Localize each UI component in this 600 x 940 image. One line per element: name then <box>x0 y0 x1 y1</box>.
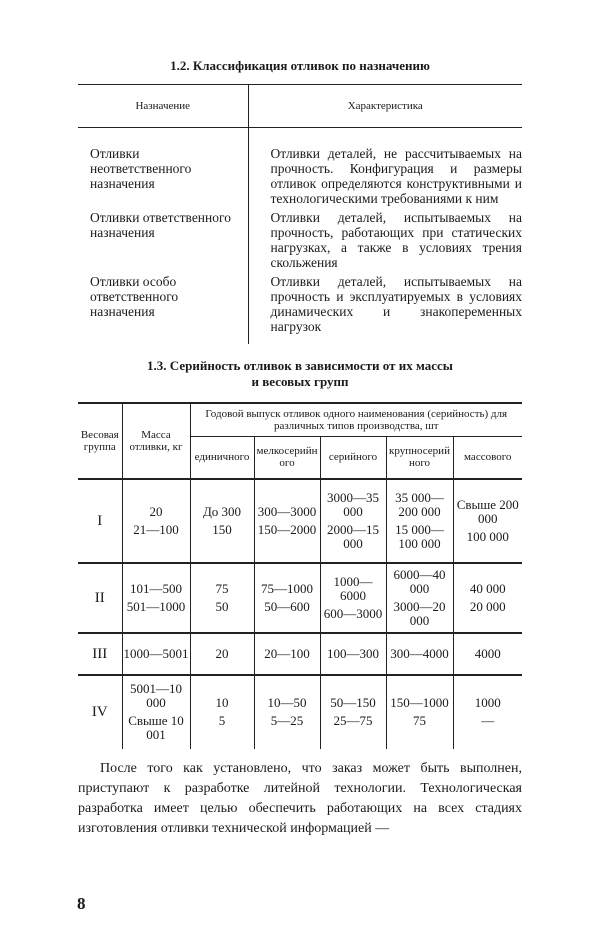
output-cell <box>453 479 522 563</box>
cell-value: 20 <box>149 503 163 519</box>
table2-title <box>78 358 522 390</box>
output-cell <box>320 563 386 633</box>
group-cell: I <box>78 479 122 563</box>
cell-value: 2000—15 000 <box>327 521 379 551</box>
output-cell <box>386 479 453 563</box>
output-cell <box>190 479 254 563</box>
table2-title-line1: 1.3. Серийность отливок в зависимости от их массы <box>147 358 453 373</box>
group-cell: IV <box>78 675 122 749</box>
cell-value: 150—2000 <box>257 521 317 537</box>
cell-value: 4000 <box>474 645 501 661</box>
mass-cell <box>122 563 190 633</box>
header-output: Годовой выпуск отливок одного наименования (серийность) для различных типов производства, шт <box>190 403 522 437</box>
header-group: Весовая группа <box>78 403 122 479</box>
seriality-table <box>78 402 522 749</box>
output-cell <box>190 563 254 633</box>
cell-value: 50—600 <box>264 598 310 614</box>
table-row <box>78 479 522 563</box>
subheader: мелкосерийного <box>254 437 320 479</box>
output-cell <box>190 633 254 675</box>
cell-value: 3000—35 000 <box>327 489 379 519</box>
cell-value: 40 000 <box>469 580 506 596</box>
cell-value: 75 <box>215 580 229 596</box>
output-cell <box>254 479 320 563</box>
header-purpose: Назначение <box>78 85 248 128</box>
output-cell <box>453 633 522 675</box>
table-row <box>78 633 522 675</box>
cell-value: 6000—40 000 <box>393 566 446 596</box>
cell-value: 5 <box>218 713 226 728</box>
table-row <box>78 563 522 633</box>
cell-value: 600—3000 <box>323 605 383 621</box>
cell-value: 21—100 <box>133 521 179 537</box>
description-cell: Отливки деталей, испытываемых на прочность и эксплуатируемых в условиях динамических и знакопеременных нагрузок <box>270 274 522 334</box>
mass-cell <box>122 675 190 749</box>
cell-value: 101—500 <box>130 580 182 596</box>
header-mass: Масса отливки, кг <box>122 403 190 479</box>
cell-value: 75—1000 <box>261 580 313 596</box>
page-content <box>78 58 522 839</box>
description-cell: Отливки деталей, испытываемых на прочность, работающих при статических нагрузках, а также в условиях трения скольжения <box>270 210 522 270</box>
cell-value: 300—4000 <box>390 645 449 661</box>
output-cell <box>254 563 320 633</box>
group-cell: II <box>78 563 122 633</box>
cell-value: 300—3000 <box>257 503 317 519</box>
purpose-cell: Отливки ответственного назначения <box>78 210 248 274</box>
table2-title-line2: и весовых групп <box>251 374 349 389</box>
cell-value: 20—100 <box>264 645 310 661</box>
subheader: массового <box>453 437 522 479</box>
output-cell <box>320 675 386 749</box>
body-paragraph: После того как установлено, что заказ может быть выполнен, приступают к разработке литейной технологии. Технологическая разработка имеет целью обеспечить работающих на всех стадиях изготовления отливки технической информацией — <box>78 760 522 836</box>
cell-value: — <box>481 713 495 728</box>
cell-value: 10—50 <box>267 695 307 710</box>
classification-table <box>78 84 522 344</box>
subheader: единичного <box>190 437 254 479</box>
output-cell <box>386 633 453 675</box>
page-number: 8 <box>77 894 86 913</box>
purpose-cell: Отливки особо ответственного назначения <box>78 274 248 344</box>
mass-cell <box>122 633 190 675</box>
cell-value: 100—300 <box>327 645 379 661</box>
output-cell <box>453 675 522 749</box>
cell-value: 35 000—200 000 <box>395 489 444 519</box>
output-cell <box>190 675 254 749</box>
group-cell: III <box>78 633 122 675</box>
cell-value: 25—75 <box>333 713 373 728</box>
cell-value: 20 <box>215 645 229 661</box>
cell-value: Свыше 200 000 <box>456 496 519 526</box>
purpose-cell: Отливки неответственного назначения <box>78 128 248 211</box>
output-cell <box>453 563 522 633</box>
output-cell <box>320 479 386 563</box>
cell-value: 75 <box>413 713 426 728</box>
cell-value: 1000 <box>474 695 501 710</box>
cell-value: 100 000 <box>466 528 509 544</box>
cell-value: 5—25 <box>270 713 304 728</box>
mass-cell <box>122 479 190 563</box>
cell-value: 501—1000 <box>126 598 186 614</box>
cell-value: 1000—5001 <box>123 645 189 661</box>
output-cell <box>254 675 320 749</box>
cell-value: 10 <box>215 695 229 710</box>
output-cell <box>254 633 320 675</box>
cell-value: 3000—20 000 <box>393 598 446 628</box>
cell-value: 150 <box>212 521 232 537</box>
header-description: Характеристика <box>248 85 522 128</box>
cell-value: 20 000 <box>469 598 506 614</box>
cell-value: 15 000—100 000 <box>395 521 444 551</box>
cell-value: 50—150 <box>330 695 376 710</box>
cell-value: Свыше 10 001 <box>128 713 184 742</box>
cell-value: 150—1000 <box>390 695 449 710</box>
output-cell <box>386 675 453 749</box>
cell-value: 50 <box>215 598 229 614</box>
cell-value: 1000—6000 <box>333 573 373 603</box>
table1-title: 1.2. Классификация отливок по назначению <box>170 58 430 73</box>
cell-value: До 300 <box>202 503 242 519</box>
table-row <box>78 675 522 749</box>
subheader: крупносерийного <box>386 437 453 479</box>
output-cell <box>386 563 453 633</box>
subheader: серийного <box>320 437 386 479</box>
cell-value: 5001—10 000 <box>130 681 182 710</box>
output-cell <box>320 633 386 675</box>
description-cell: Отливки деталей, не рассчитываемых на прочность. Конфигурация и размеры отливок определяются конструктивными и технологическими требованиями к ним <box>270 146 522 206</box>
